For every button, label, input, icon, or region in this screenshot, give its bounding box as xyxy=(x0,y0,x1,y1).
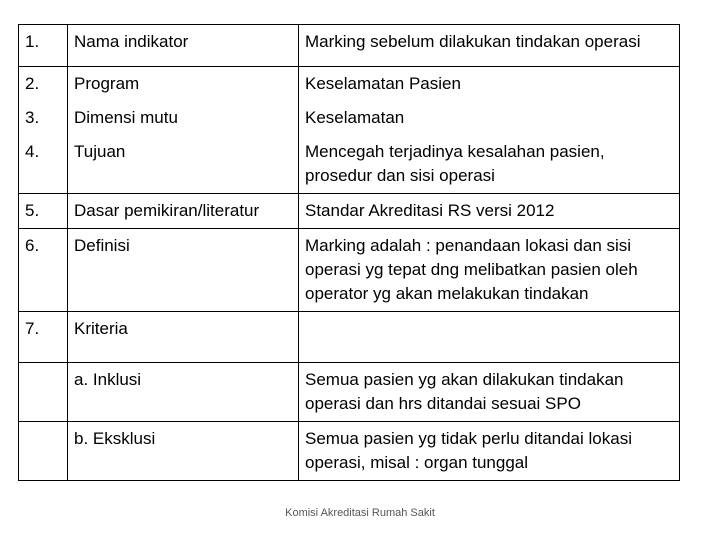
row-number: 5. xyxy=(19,194,68,229)
row-number: 2. xyxy=(19,67,68,102)
table-row xyxy=(19,67,680,102)
table-row xyxy=(19,229,680,312)
table-row xyxy=(19,101,680,135)
table-row xyxy=(19,25,680,67)
row-label: Definisi xyxy=(68,229,299,312)
footer-note: Komisi Akreditasi Rumah Sakit xyxy=(285,507,435,519)
row-value: Mencegah terjadinya kesalahan pasien, prosedur dan sisi operasi xyxy=(299,135,680,194)
row-label: Dasar pemikiran/literatur xyxy=(68,194,299,229)
table-row xyxy=(19,312,680,363)
row-number: 1. xyxy=(19,25,68,67)
row-number xyxy=(19,422,68,481)
row-number: 4. xyxy=(19,135,68,194)
row-label: Tujuan xyxy=(68,135,299,194)
row-label: Dimensi mutu xyxy=(68,101,299,135)
table-row xyxy=(19,422,680,481)
table-row xyxy=(19,194,680,229)
row-value: Marking adalah : penandaan lokasi dan sisi operasi yg tepat dng melibatkan pasien oleh operator yg akan melakukan tindakan xyxy=(299,229,680,312)
row-value: Marking sebelum dilakukan tindakan operasi xyxy=(299,25,680,67)
row-value: Keselamatan xyxy=(299,101,680,135)
table-row xyxy=(19,363,680,422)
row-value: Standar Akreditasi RS versi 2012 xyxy=(299,194,680,229)
row-value: Semua pasien yg tidak perlu ditandai lokasi operasi, misal : organ tunggal xyxy=(299,422,680,481)
row-value: Keselamatan Pasien xyxy=(299,67,680,102)
row-number: 6. xyxy=(19,229,68,312)
row-number: 7. xyxy=(19,312,68,363)
row-number xyxy=(19,363,68,422)
table-row xyxy=(19,135,680,194)
row-label: a. Inklusi xyxy=(68,363,299,422)
row-label: b. Eksklusi xyxy=(68,422,299,481)
row-label: Kriteria xyxy=(68,312,299,363)
row-number: 3. xyxy=(19,101,68,135)
row-label: Program xyxy=(68,67,299,102)
row-value: Semua pasien yg akan dilakukan tindakan operasi dan hrs ditandai sesuai SPO xyxy=(299,363,680,422)
row-value xyxy=(299,312,680,363)
indicator-table xyxy=(18,24,680,481)
row-label: Nama indikator xyxy=(68,25,299,67)
